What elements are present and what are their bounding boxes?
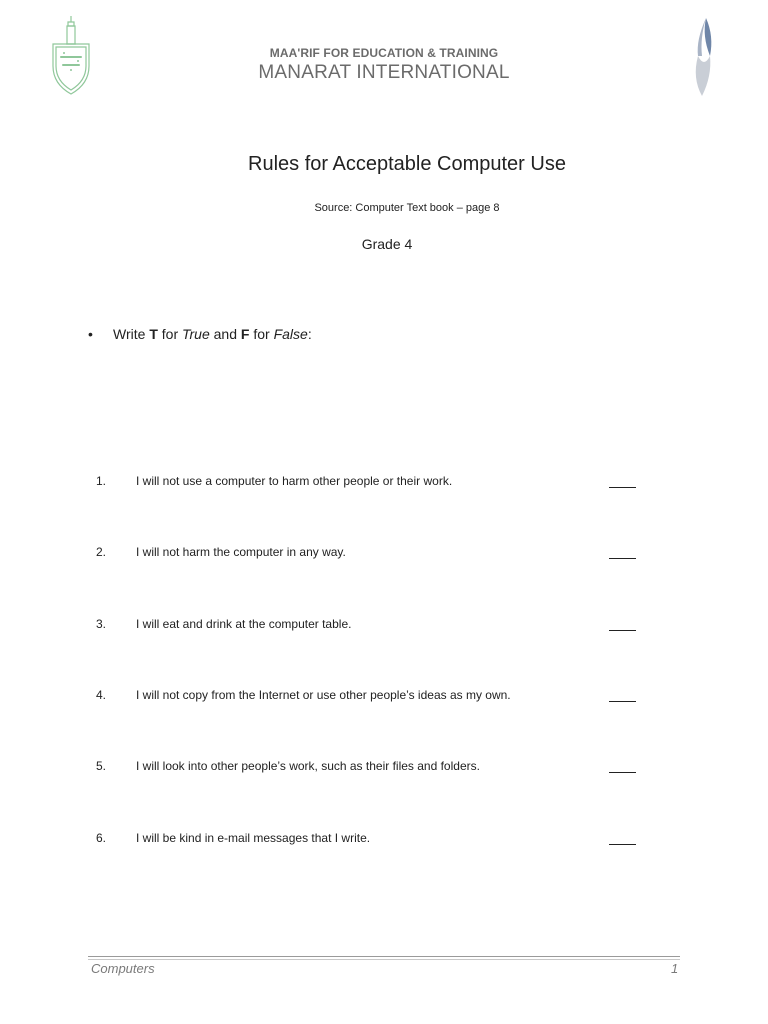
answer-blank[interactable] bbox=[609, 760, 636, 773]
answer-blank[interactable] bbox=[609, 689, 636, 702]
org-name: MANARAT INTERNATIONAL bbox=[258, 62, 510, 83]
question-number: 3. bbox=[96, 617, 107, 631]
footer-divider bbox=[88, 959, 680, 960]
grade-label: Grade 4 bbox=[361, 236, 413, 252]
question-number: 5. bbox=[96, 759, 107, 773]
answer-blank[interactable] bbox=[609, 475, 636, 488]
question-text: I will not copy from the Internet or use other people’s ideas as my own. bbox=[136, 688, 511, 702]
footer-divider bbox=[88, 956, 680, 957]
question-text: I will be kind in e-mail messages that I write. bbox=[136, 831, 371, 845]
answer-blank[interactable] bbox=[609, 546, 636, 559]
question-number: 2. bbox=[96, 545, 107, 559]
answer-blank[interactable] bbox=[609, 618, 636, 631]
footer-subject: Computers bbox=[91, 961, 155, 976]
question-text: I will look into other people’s work, such as their files and folders. bbox=[136, 759, 480, 773]
answer-blank[interactable] bbox=[609, 832, 636, 845]
org-subtitle: MAA'RIF FOR EDUCATION & TRAINING bbox=[269, 46, 499, 60]
question-text: I will not use a computer to harm other people or their work. bbox=[136, 474, 453, 488]
bullet-icon: • bbox=[88, 326, 93, 342]
question-number: 6. bbox=[96, 831, 107, 845]
instruction: • Write T for True and F for False: bbox=[88, 326, 312, 342]
question-text: I will eat and drink at the computer table. bbox=[136, 617, 352, 631]
question-number: 1. bbox=[96, 474, 107, 488]
page-number: 1 bbox=[671, 961, 679, 976]
question-number: 4. bbox=[96, 688, 107, 702]
source-note: Source: Computer Text book – page 8 bbox=[314, 202, 500, 214]
page-title: Rules for Acceptable Computer Use bbox=[248, 153, 566, 175]
question-text: I will not harm the computer in any way. bbox=[136, 545, 346, 559]
